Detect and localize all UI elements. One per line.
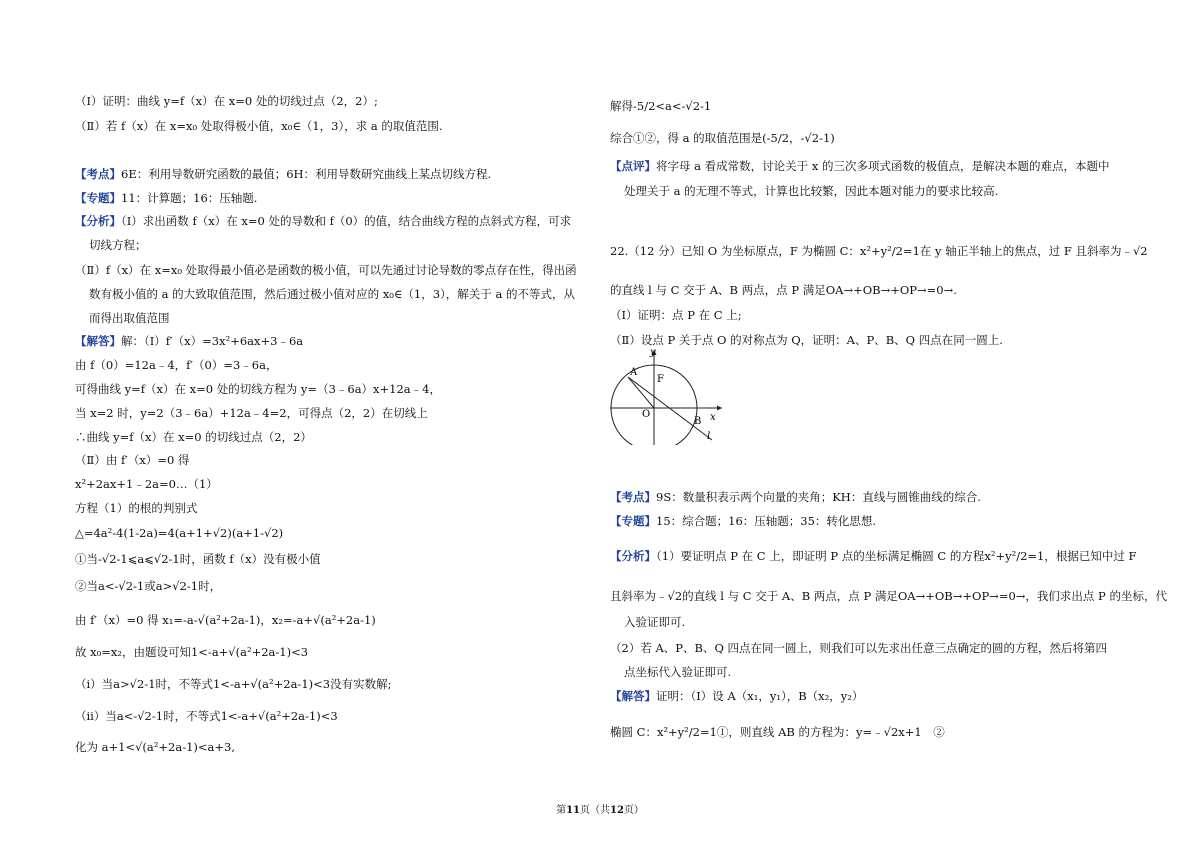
segment-oa (628, 377, 654, 408)
fenxi-text-22-4: （2）若 A、P、B、Q 四点在同一圆上，则我们可以先求出任意三点确定的圆的方程，然后将第四 (610, 641, 1108, 655)
label-b: B (694, 416, 702, 427)
question-22-line-2: 的直线 l 与 C 交于 A、B 两点，点 P 满足OA→+OB→+OP→=0→. (610, 283, 957, 297)
footer-suffix: 页） (623, 805, 644, 816)
jieda-line (75, 333, 303, 349)
question-22-part-1: （Ⅰ）证明：点 P 在 C 上; (610, 308, 742, 322)
dianping-tag: 【点评】 (610, 159, 656, 173)
zhuanti-text-22: 15：综合题；16：压轴题；35：转化思想. (656, 514, 877, 528)
label-o: O (642, 409, 651, 420)
fenxi-text-4: 数有极小值的 a 的大致取值范围，然后通过极小值对应的 x₀∈（1，3），解关于 a 的不等式，从 (89, 287, 575, 301)
solution-line-7: x²+2ax+1﹣2a=0…（1） (75, 477, 218, 491)
fenxi-text-1: （Ⅰ）求出函数 f（x）在 x=0 处的导数和 f（0）的值，结合曲线方程的点斜式方程，可求 (121, 214, 572, 228)
solution-line-15: （ii）当a<-√2-1时，不等式1<-a+√(a²+2a-1)<3 (75, 709, 338, 723)
kaodian-line (75, 166, 491, 182)
zhuanti-line-22 (610, 513, 876, 529)
solution-line-4: 当 x=2 时，y=2（3﹣6a）+12a﹣4=2，可得点（2，2）在切线上 (75, 406, 428, 420)
solution-line-11: ②当a<-√2-1或a>√2-1时， (75, 579, 222, 593)
fenxi-text-22-5: 点坐标代入验证即可. (624, 665, 732, 679)
dianping-line (610, 158, 1109, 174)
solution-line-6: （Ⅱ）由 f′（x）=0 得 (75, 453, 190, 467)
solution-line-5: ∴曲线 y=f（x）在 x=0 的切线过点（2，2） (75, 430, 312, 444)
zhuanti-text: 11：计算题；16：压轴题. (121, 191, 258, 205)
fenxi-text-22-3: 入验证即可. (624, 615, 686, 629)
solution-line-12: 由 f′（x）=0 得 x₁=-a-√(a²+2a-1)，x₂=-a+√(a²+2a-1) (75, 613, 376, 627)
label-x: x (710, 412, 716, 423)
solution-line-3: 可得曲线 y=f（x）在 x=0 处的切线方程为 y=（3﹣6a）x+12a﹣4， (75, 382, 441, 396)
solution-line-10: ①当-√2-1⩽a⩽√2-1时，函数 f（x）没有极小值 (75, 552, 321, 566)
footer-mid: 页（共 (580, 805, 610, 816)
fenxi-line (75, 213, 571, 229)
fenxi-text-2: 切线方程； (89, 238, 147, 252)
footer-total-pages: 12 (610, 805, 624, 816)
question-part-1: （Ⅰ）证明：曲线 y=f（x）在 x=0 处的切线过点（2，2）; (75, 94, 378, 108)
zhuanti-tag-22: 【专题】 (610, 514, 656, 528)
kaodian-text-22: 9S：数量积表示两个向量的夹角；KH：直线与圆锥曲线的综合. (656, 490, 981, 504)
label-l: l (707, 431, 711, 442)
jieda-tag-22: 【解答】 (610, 689, 656, 703)
kaodian-line-22 (610, 489, 981, 505)
solution-line-16: 化为 a+1<√(a²+2a-1)<a+3, (75, 740, 235, 754)
solution-range: 综合①②，得 a 的取值范围是(-5/2，-√2-1) (610, 131, 835, 145)
zhuanti-tag: 【专题】 (75, 191, 121, 205)
kaodian-tag: 【考点】 (75, 167, 121, 181)
page-footer (0, 801, 1200, 816)
question-part-2: （Ⅱ）若 f（x）在 x=x₀ 处取得极小值，x₀∈（1，3），求 a 的取值范围. (75, 119, 443, 133)
label-a: A (630, 367, 638, 378)
jieda-text-22-2: 椭圆 C：x²+y²/2=1①，则直线 AB 的方程为：y=﹣√2x+1 ② (610, 725, 945, 739)
dianping-text-1: 将字母 a 看成常数，讨论关于 x 的三次多项式函数的极值点，是解决本题的难点，本题中 (656, 159, 1110, 173)
x-axis-arrow-icon (717, 406, 722, 411)
fenxi-tag: 【分析】 (75, 214, 121, 228)
kaodian-tag-22: 【考点】 (610, 490, 656, 504)
solution-line-8: 方程（1）的根的判别式 (75, 501, 198, 515)
solution-line-2: 由 f（0）=12a﹣4，f′（0）=3﹣6a， (75, 358, 278, 372)
label-f: F (657, 374, 664, 385)
fenxi-tag-22: 【分析】 (610, 549, 656, 563)
fenxi-text-22-2: 且斜率为﹣√2的直线 l 与 C 交于 A、B 两点，点 P 满足OA→+OB→+OP→=0→，我们求出点 P 的坐标，代 (610, 589, 1167, 603)
question-22-part-2: （Ⅱ）设点 P 关于点 O 的对称点为 Q，证明：A、P、B、Q 四点在同一圆上. (610, 333, 1003, 347)
solution-line-9: △=4a²-4(1-2a)=4(a+1+√2)(a+1-√2) (75, 526, 284, 540)
solution-line-14: （i）当a>√2-1时，不等式1<-a+√(a²+2a-1)<3没有实数解; (75, 677, 392, 691)
jieda-text-22-1: 证明：（Ⅰ）设 A（x₁，y₁），B（x₂，y₂） (656, 689, 864, 703)
solution-line-13: 故 x₀=x₂，由题设可知1<-a+√(a²+2a-1)<3 (75, 645, 309, 659)
zhuanti-line (75, 190, 257, 206)
fenxi-text-5: 而得出取值范围 (89, 311, 170, 325)
footer-prefix: 第 (556, 805, 567, 816)
label-y: y (650, 347, 656, 358)
ellipse-diagram (610, 345, 725, 445)
kaodian-text: 6E：利用导数研究函数的最值；6H：利用导数研究曲线上某点切线方程. (121, 167, 492, 181)
jieda-tag: 【解答】 (75, 334, 121, 348)
fenxi-text-3: （Ⅱ）f（x）在 x=x₀ 处取得最小值必是函数的极小值，可以先通过讨论导数的零点存在性，得出函 (75, 263, 577, 277)
dianping-text-2: 处理关于 a 的无理不等式，计算也比较繁，因此本题对能力的要求比较高. (624, 184, 999, 198)
jieda-line-22 (610, 688, 863, 704)
jieda-text-1: 解：（Ⅰ）f′（x）=3x²+6ax+3﹣6a (121, 334, 304, 348)
question-22-line-1: 22.（12 分）已知 O 为坐标原点，F 为椭圆 C：x²+y²/2=1在 y 轴正半轴上的焦点，过 F 且斜率为﹣√2 (610, 244, 1148, 258)
fenxi-line-22 (610, 548, 1137, 564)
footer-page-number: 11 (566, 805, 580, 816)
fenxi-text-22-1: （1）要证明点 P 在 C 上，即证明 P 点的坐标满足椭圆 C 的方程x²+y²/2=1，根据已知中过 F (656, 549, 1137, 563)
solution-result: 解得-5/2<a<-√2-1 (610, 99, 712, 113)
